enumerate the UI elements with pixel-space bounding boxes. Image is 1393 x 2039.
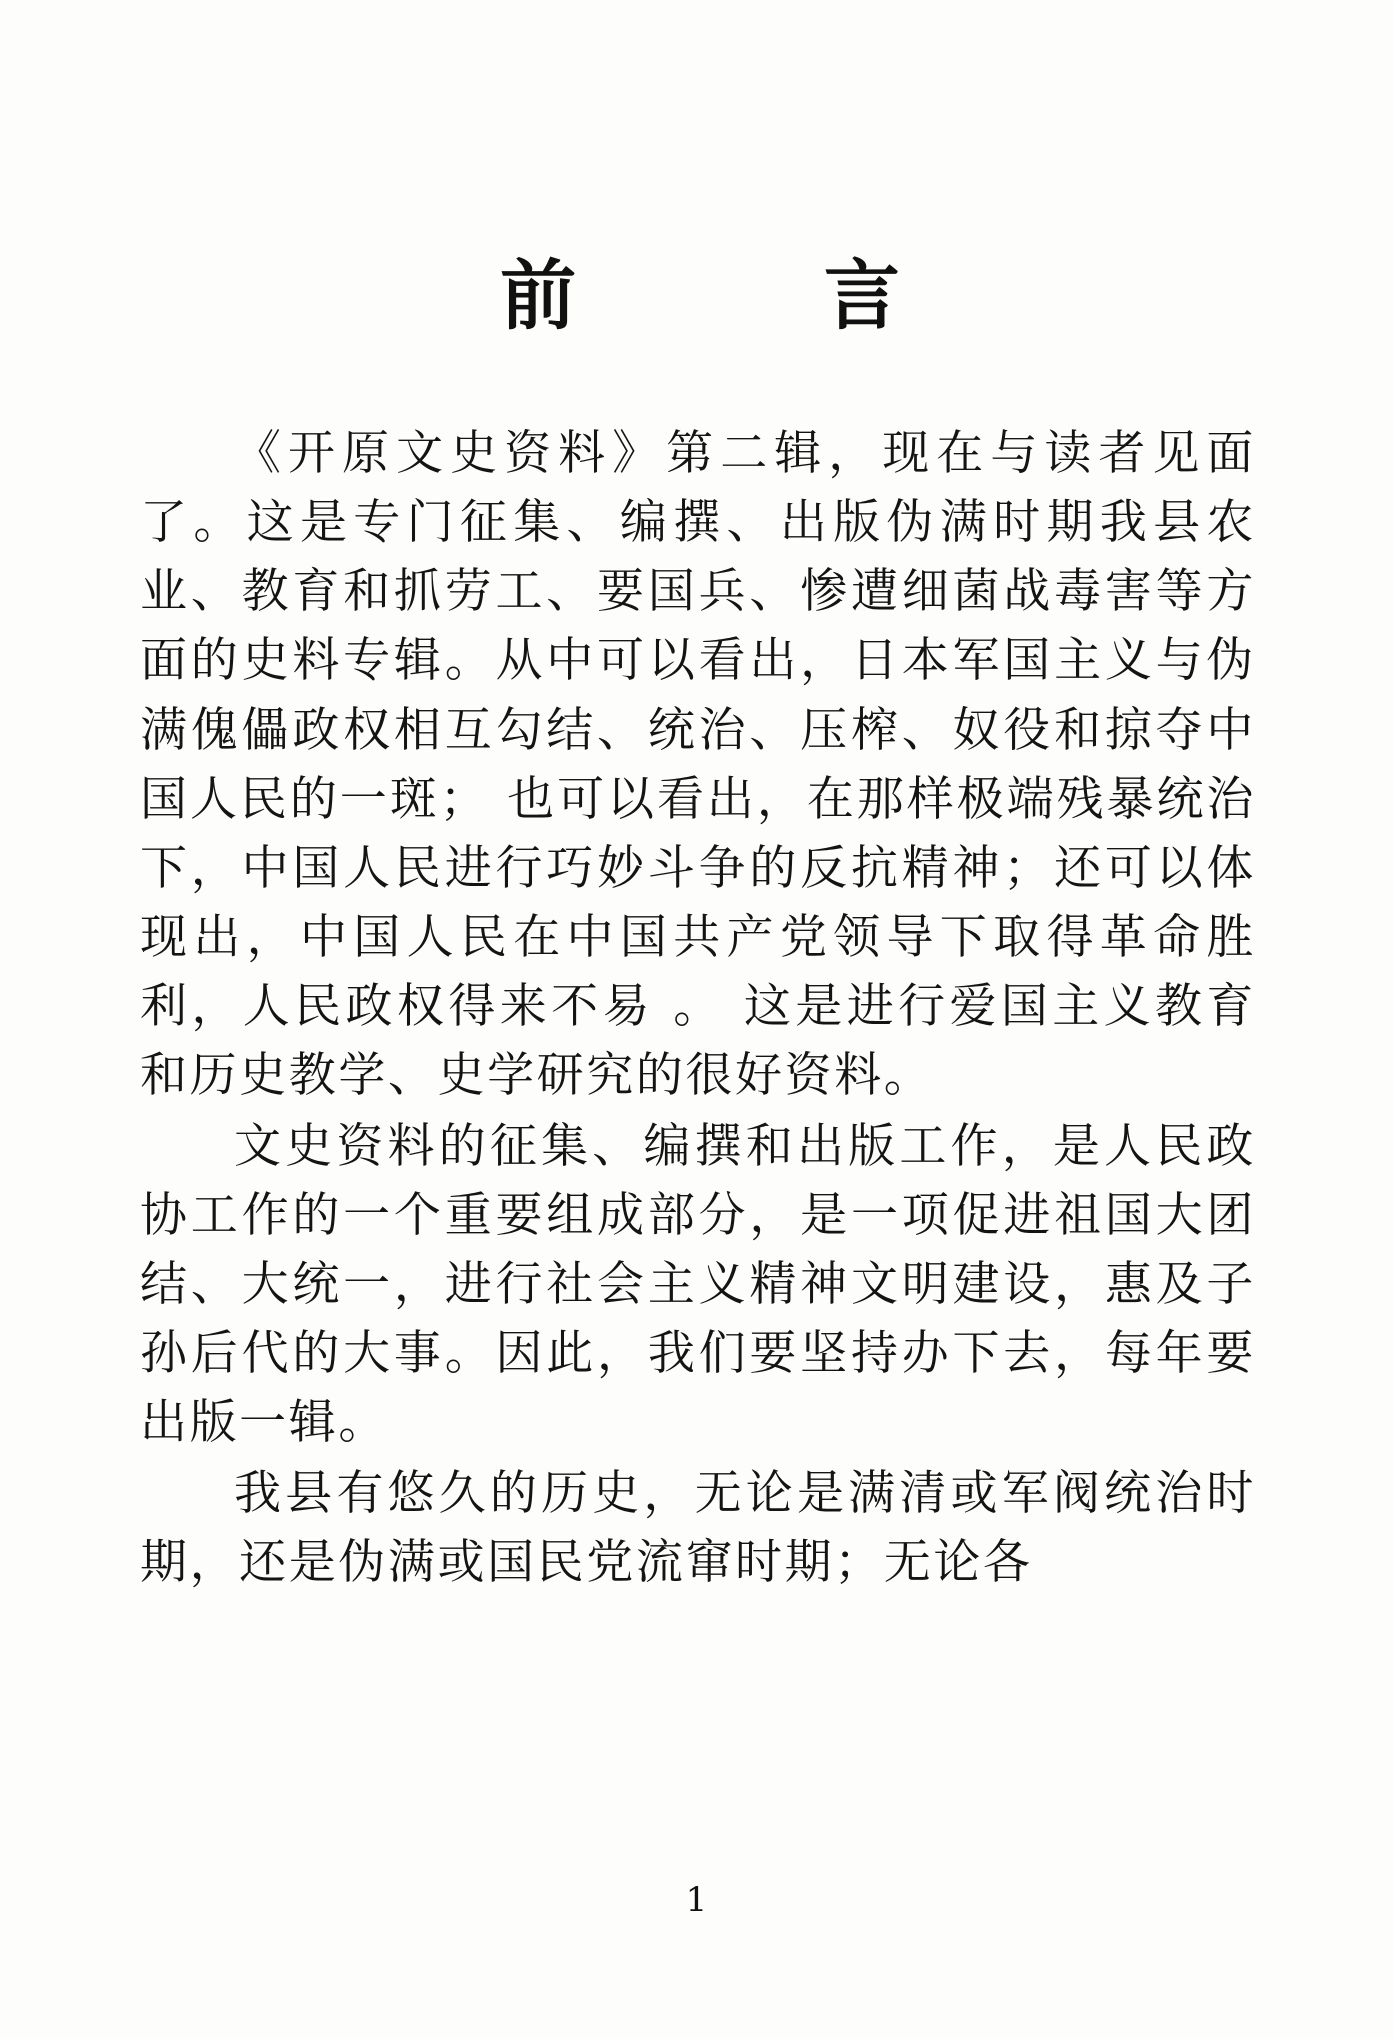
paragraph: 我县有悠久的历史，无论是满清或军阀统治时期，还是伪满或国民党流窜时期；无论各 bbox=[140, 1466, 1256, 1591]
body-text bbox=[130, 419, 1270, 1597]
paragraph: 《开原文史资料》第二辑，现在与读者见面了。这是专门征集、编撰、出版伪满时期我县农业、教育和抓劳工、要国兵、惨遭细菌战毒害等方面的史料专辑。从中可以看出，日本军国主义与伪满傀儡政权相互勾结、统治、压榨、奴役和掠夺中国人民的一斑； 也可以看出，在那样极端残暴统治下，中国人民进行巧妙斗争的反抗精神；还可以体现出，中国人民在中国共产党领导下取得革命胜利，人民政权得来不易 。 这是进行爱国主义教育和历史教学、史学研究的很好资料。 bbox=[140, 426, 1256, 1103]
page-number: 1 bbox=[685, 1880, 708, 1920]
page-content-area bbox=[130, 0, 1270, 2039]
paragraph: 文史资料的征集、编撰和出版工作，是人民政协工作的一个重要组成部分，是一项促进祖国大团结、大统一，进行社会主义精神文明建设，惠及子孙后代的大事。因此，我们要坚持办下去，每年要出版一辑。 bbox=[140, 1118, 1256, 1451]
page-title: 前 言 bbox=[500, 251, 932, 340]
